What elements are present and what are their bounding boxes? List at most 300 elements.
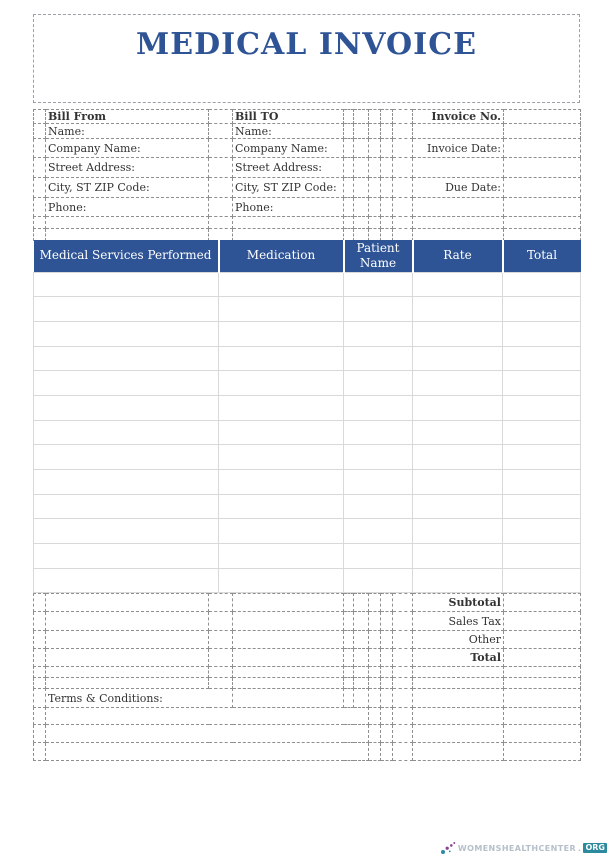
filler-grid-top [33,216,581,241]
info-row [34,178,581,198]
grid-cell [504,743,581,761]
filler-row [34,667,581,678]
grid-cell [354,649,369,667]
grid-cell [354,158,369,178]
table-cell[interactable] [219,321,344,346]
grid-cell [504,158,581,178]
table-row [34,346,581,371]
grid-cell [209,649,233,667]
terms-grid [33,688,581,708]
column-header-total: Total [503,240,581,272]
grid-cell [34,124,46,139]
table-cell[interactable] [503,445,581,470]
table-cell[interactable] [219,371,344,396]
grid-cell [34,158,46,178]
grid-cell [34,594,46,612]
grid-cell [393,689,413,708]
grid-cell [413,124,504,139]
totals-grid [33,593,581,667]
terms-text-area[interactable] [46,743,369,761]
grid-cell [209,612,233,631]
grid-cell [344,110,354,124]
grid-cell [34,110,46,124]
column-header-services: Medical Services Performed [34,240,219,272]
grid-cell [381,178,393,198]
total-label: Total [413,649,504,667]
grid-cell [354,631,369,649]
bill-from-name-label: Name: [46,124,209,139]
grid-cell [34,178,46,198]
table-cell[interactable] [413,272,503,297]
grid-cell [46,649,209,667]
notes-row [34,708,581,725]
grid-cell [344,217,354,229]
grid-cell [381,708,393,725]
table-cell[interactable] [219,494,344,519]
grid-cell [504,217,581,229]
table-cell[interactable] [344,321,413,346]
grid-cell [344,124,354,139]
due-date-label: Due Date: [413,178,504,198]
grid-cell [413,689,504,708]
grid-cell [233,631,344,649]
grid-cell [209,594,233,612]
grid-cell [46,217,209,229]
terms-text-area[interactable] [46,725,369,743]
grid-cell [381,667,393,678]
footer-brand-text: WOMENSHEALTHCENTER [457,843,577,853]
due-date-field[interactable] [504,178,581,198]
grid-cell [369,124,381,139]
grid-cell [393,725,413,743]
grid-cell [34,743,46,761]
bill-from-street-label: Street Address: [46,158,209,178]
column-header-medication: Medication [219,240,344,272]
grid-cell [354,667,369,678]
grid-cell [381,139,393,158]
column-header-rate: Rate [413,240,503,272]
grid-cell [209,158,233,178]
totals-row [34,594,581,612]
grid-cell [209,198,233,217]
grid-cell [46,631,209,649]
info-row [34,124,581,139]
grid-cell [344,139,354,158]
notes-row [34,743,581,761]
grid-cell [344,649,354,667]
table-cell[interactable] [219,445,344,470]
grid-cell [393,158,413,178]
grid-cell [354,678,369,689]
grid-cell [381,124,393,139]
grid-cell [209,139,233,158]
grid-cell [34,198,46,217]
grid-cell [413,198,504,217]
grid-cell [369,667,381,678]
total-field[interactable] [504,649,581,667]
bill-from-company-label: Company Name: [46,139,209,158]
grid-cell [369,631,381,649]
grid-cell [369,678,381,689]
table-cell[interactable] [219,395,344,420]
table-cell[interactable] [503,494,581,519]
grid-cell [209,178,233,198]
table-cell[interactable] [219,420,344,445]
table-cell[interactable] [503,272,581,297]
grid-cell [369,708,381,725]
table-row [34,494,581,519]
grid-cell [393,743,413,761]
table-row [34,297,581,322]
grid-cell [369,689,381,708]
grid-cell [344,198,354,217]
table-cell[interactable] [344,371,413,396]
totals-row [34,612,581,631]
table-cell[interactable] [219,346,344,371]
table-cell[interactable] [344,470,413,495]
subtotal-label: Subtotal [413,594,504,612]
table-cell[interactable] [413,371,503,396]
table-row [34,395,581,420]
grid-cell [504,667,581,678]
invoice-table-body [34,272,581,593]
grid-cell [369,743,381,761]
table-cell[interactable] [34,544,219,569]
grid-cell [344,667,354,678]
bill-from-heading: Bill From [46,110,209,124]
table-cell[interactable] [503,395,581,420]
table-cell[interactable] [413,395,503,420]
grid-cell [34,678,46,689]
table-cell[interactable] [219,519,344,544]
table-cell[interactable] [219,297,344,322]
grid-cell [504,198,581,217]
grid-cell [413,229,504,241]
grid-cell [381,649,393,667]
services-table [33,240,581,593]
table-cell[interactable] [34,494,219,519]
footer-separator: . [578,843,582,853]
grid-cell [369,198,381,217]
grid-cell [381,217,393,229]
column-header-patient-name: Patient Name [344,240,413,272]
grid-cell [34,612,46,631]
bill-from-city-label: City, ST ZIP Code: [46,178,209,198]
grid-cell [344,229,354,241]
grid-cell [46,594,209,612]
grid-cell [354,689,369,708]
grid-cell [209,678,233,689]
table-cell[interactable] [344,297,413,322]
table-cell[interactable] [344,346,413,371]
grid-cell [233,612,344,631]
grid-cell [344,594,354,612]
grid-cell [344,631,354,649]
grid-cell [233,649,344,667]
grid-cell [46,612,209,631]
grid-cell [393,178,413,198]
grid-cell [34,229,46,241]
other-label: Other [413,631,504,649]
grid-cell [504,708,581,725]
table-cell[interactable] [503,346,581,371]
grid-cell [344,158,354,178]
grid-cell [381,631,393,649]
grid-cell [393,649,413,667]
footer-brand [440,840,607,856]
bill-to-company-label: Company Name: [233,139,344,158]
notes-row [34,725,581,743]
grid-cell [34,217,46,229]
table-cell[interactable] [34,321,219,346]
grid-cell [381,743,393,761]
grid-cell [233,678,344,689]
table-row [34,321,581,346]
grid-cell [393,594,413,612]
grid-cell [354,124,369,139]
grid-cell [393,667,413,678]
grid-cell [413,678,504,689]
title-box [33,14,580,103]
grid-cell [393,631,413,649]
grid-cell [354,612,369,631]
table-cell[interactable] [413,420,503,445]
table-cell[interactable] [503,568,581,593]
table-cell[interactable] [34,371,219,396]
grid-cell [233,667,344,678]
table-cell[interactable] [219,272,344,297]
grid-cell [344,612,354,631]
grid-cell [381,689,393,708]
grid-cell [209,631,233,649]
grid-cell [354,198,369,217]
grid-cell [354,178,369,198]
table-cell[interactable] [413,519,503,544]
table-cell[interactable] [344,494,413,519]
grid-cell [344,178,354,198]
grid-cell [354,229,369,241]
table-row [34,519,581,544]
terms-label: Terms & Conditions: [46,689,233,708]
table-cell[interactable] [503,420,581,445]
table-cell[interactable] [413,445,503,470]
other-field[interactable] [504,631,581,649]
filler-row [34,229,581,241]
table-row [34,445,581,470]
totals-row [34,649,581,667]
sales-tax-label: Sales Tax [413,612,504,631]
grid-cell [393,110,413,124]
table-header-row [34,240,581,272]
table-cell[interactable] [344,568,413,593]
grid-cell [354,594,369,612]
grid-cell [209,124,233,139]
grid-cell [369,594,381,612]
grid-cell [504,229,581,241]
table-cell[interactable] [344,445,413,470]
grid-cell [46,667,209,678]
table-row [34,371,581,396]
grid-cell [369,178,381,198]
info-row [34,139,581,158]
grid-cell [369,649,381,667]
grid-cell [233,689,344,708]
table-cell[interactable] [503,519,581,544]
grid-cell [34,725,46,743]
grid-cell [369,139,381,158]
grid-cell [504,678,581,689]
grid-cell [344,678,354,689]
info-row [34,110,581,124]
bill-to-city-label: City, ST ZIP Code: [233,178,344,198]
grid-cell [369,158,381,178]
page-title: MEDICAL INVOICE [136,27,477,62]
table-row [34,470,581,495]
grid-cell [393,612,413,631]
filler-row [34,217,581,229]
grid-cell [504,725,581,743]
table-cell[interactable] [34,272,219,297]
grid-cell [34,689,46,708]
table-cell[interactable] [413,321,503,346]
grid-cell [354,217,369,229]
table-cell[interactable] [413,568,503,593]
sales-tax-field[interactable] [504,612,581,631]
grid-cell [381,110,393,124]
filler-row [34,678,581,689]
table-cell[interactable] [34,470,219,495]
grid-cell [369,217,381,229]
invoice-date-field[interactable] [504,139,581,158]
table-cell[interactable] [503,297,581,322]
grid-cell [381,594,393,612]
table-cell[interactable] [34,420,219,445]
table-cell[interactable] [413,346,503,371]
grid-cell [393,198,413,217]
grid-cell [381,229,393,241]
grid-cell [233,594,344,612]
grid-cell [209,667,233,678]
totals-row [34,631,581,649]
table-cell[interactable] [34,445,219,470]
grid-cell [413,743,504,761]
filler-grid-bottom [33,666,581,689]
table-cell[interactable] [413,544,503,569]
table-cell[interactable] [413,470,503,495]
table-cell[interactable] [413,297,503,322]
grid-cell [381,612,393,631]
table-cell[interactable] [344,420,413,445]
grid-cell [504,689,581,708]
grid-cell [233,217,344,229]
grid-cell [413,725,504,743]
grid-cell [209,217,233,229]
table-cell[interactable] [413,494,503,519]
info-row [34,158,581,178]
sparkle-logo-icon [440,840,456,856]
grid-cell [233,229,344,241]
billing-info-grid [33,109,581,217]
grid-cell [393,678,413,689]
grid-cell [209,110,233,124]
grid-cell [34,667,46,678]
table-cell[interactable] [219,544,344,569]
grid-cell [381,725,393,743]
table-cell[interactable] [344,272,413,297]
table-cell[interactable] [503,371,581,396]
bill-from-phone-label: Phone: [46,198,209,217]
grid-cell [209,229,233,241]
table-cell[interactable] [503,544,581,569]
footer-tld-badge: ORG [585,843,605,852]
grid-cell [369,229,381,241]
table-row [34,568,581,593]
invoice-no-field[interactable] [504,110,581,124]
bill-to-heading: Bill TO [233,110,344,124]
grid-cell [504,124,581,139]
table-cell[interactable] [34,346,219,371]
table-row [34,544,581,569]
grid-cell [369,110,381,124]
grid-cell [393,229,413,241]
grid-cell [34,649,46,667]
table-cell[interactable] [219,568,344,593]
subtotal-field[interactable] [504,594,581,612]
invoice-no-label: Invoice No. [413,110,504,124]
grid-cell [46,678,209,689]
table-cell[interactable] [34,297,219,322]
table-cell[interactable] [503,470,581,495]
grid-cell [381,198,393,217]
invoice-date-label: Invoice Date: [413,139,504,158]
grid-cell [413,708,504,725]
grid-cell [393,708,413,725]
info-row [34,198,581,217]
table-cell[interactable] [34,568,219,593]
bill-to-name-label: Name: [233,124,344,139]
notes-grid [33,707,581,761]
grid-cell [393,124,413,139]
grid-cell [34,139,46,158]
grid-cell [354,110,369,124]
grid-cell [381,158,393,178]
grid-cell [34,708,46,725]
table-cell[interactable] [219,470,344,495]
table-cell[interactable] [344,544,413,569]
table-cell[interactable] [503,321,581,346]
terms-row [34,689,581,708]
grid-cell [354,139,369,158]
bill-to-phone-label: Phone: [233,198,344,217]
grid-cell [369,725,381,743]
grid-cell [46,229,209,241]
grid-cell [344,689,354,708]
table-row [34,420,581,445]
grid-cell [34,631,46,649]
table-cell[interactable] [344,395,413,420]
grid-cell [393,139,413,158]
table-cell[interactable] [344,519,413,544]
terms-text-area[interactable] [46,708,369,725]
bill-to-street-label: Street Address: [233,158,344,178]
grid-cell [381,678,393,689]
table-cell[interactable] [34,395,219,420]
grid-cell [369,612,381,631]
table-cell[interactable] [34,519,219,544]
grid-cell [413,158,504,178]
table-row [34,272,581,297]
grid-cell [413,667,504,678]
